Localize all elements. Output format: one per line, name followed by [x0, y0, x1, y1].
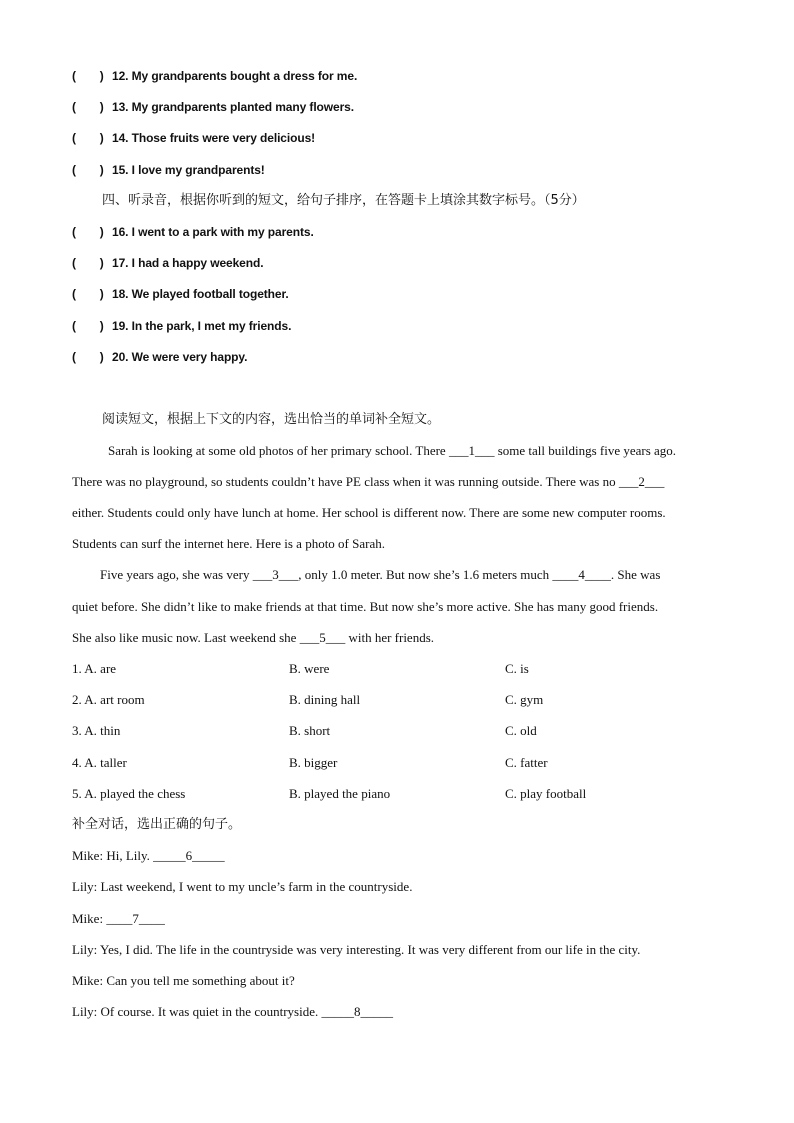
- option-c[interactable]: C. old: [505, 723, 537, 738]
- dialog-line: [72, 879, 412, 895]
- passage-line: quiet before. She didn’t like to make friends at that time. But now she’s more active. She has many good friends.: [72, 599, 659, 614]
- option-a[interactable]: 4. A. taller: [72, 755, 127, 770]
- option-a[interactable]: 1. A. are: [72, 661, 117, 676]
- answer-paren[interactable]: ( ): [72, 319, 104, 333]
- blank-3[interactable]: ___3___: [252, 567, 299, 582]
- passage-text: Five years ago, she was very: [100, 567, 253, 582]
- answer-paren[interactable]: ( ): [72, 100, 104, 114]
- judge-item: [72, 99, 354, 115]
- option-c[interactable]: C. is: [505, 661, 529, 676]
- answer-paren[interactable]: ( ): [72, 69, 104, 83]
- option-c[interactable]: C. fatter: [505, 755, 548, 770]
- answer-paren[interactable]: ( ): [72, 131, 104, 145]
- order-item: [72, 255, 263, 271]
- answer-paren[interactable]: ( ): [72, 256, 104, 270]
- judge-text: 12. My grandparents bought a dress for me.: [112, 69, 358, 83]
- answer-paren[interactable]: ( ): [72, 225, 104, 239]
- passage-line: Students can surf the internet here. Here is a photo of Sarah.: [72, 536, 385, 551]
- reading-title: 阅读短文，根据上下文的内容，选出恰当的单词补全短文。: [102, 412, 441, 427]
- dialog-text: Of course. It was quiet in the countryside.: [97, 1004, 322, 1019]
- dialog-text: Can you tell me something about it?: [103, 973, 295, 988]
- passage-text: . She was: [610, 567, 661, 582]
- speaker: Lily:: [72, 1004, 98, 1019]
- section-4-title: 四、听录音，根据你听到的短文，给句子排序，在答题卡上填涂其数字标号。（5分）: [102, 193, 585, 208]
- blank-4[interactable]: ____4____: [552, 567, 611, 582]
- order-item: [72, 318, 291, 334]
- order-text: 20. We were very happy.: [112, 350, 248, 364]
- dialog-text: Hi, Lily.: [103, 848, 154, 863]
- blank-2[interactable]: ___2___: [618, 474, 665, 489]
- judge-text: 15. I love my grandparents!: [112, 163, 265, 177]
- judge-item: [72, 130, 315, 146]
- answer-paren[interactable]: ( ): [72, 350, 104, 364]
- dialog-line: [72, 973, 295, 989]
- speaker: Mike:: [72, 973, 104, 988]
- order-item: [72, 349, 247, 365]
- passage-text: There was no playground, so students couldn’t have PE class when it was running outside. There was no: [72, 474, 619, 489]
- order-item: [72, 224, 314, 240]
- option-c[interactable]: C. gym: [505, 692, 544, 707]
- passage-text: Sarah is looking at some old photos of her primary school. There: [108, 443, 449, 458]
- answer-paren[interactable]: ( ): [72, 287, 104, 301]
- option-b[interactable]: B. played the piano: [289, 786, 391, 801]
- option-a[interactable]: 2. A. art room: [72, 692, 145, 707]
- speaker: Lily:: [72, 942, 98, 957]
- order-text: 19. In the park, I met my friends.: [112, 319, 292, 333]
- option-b[interactable]: B. were: [289, 661, 330, 676]
- order-text: 17. I had a happy weekend.: [112, 256, 264, 270]
- passage-text: some tall buildings five years ago.: [494, 443, 677, 458]
- blank-8[interactable]: _____8_____: [321, 1004, 393, 1019]
- passage-line: either. Students could only have lunch at home. Her school is different now. There are some new computer rooms.: [72, 505, 666, 520]
- dialog-line: [72, 1004, 393, 1020]
- blank-1[interactable]: ___1___: [448, 443, 495, 458]
- order-text: 18. We played football together.: [112, 287, 289, 301]
- judge-item: [72, 68, 357, 84]
- speaker: Mike:: [72, 911, 104, 926]
- dialog-text: Last weekend, I went to my uncle’s farm in the countryside.: [97, 879, 413, 894]
- order-item: [72, 286, 289, 302]
- option-a[interactable]: 3. A. thin: [72, 723, 121, 738]
- dialog-line: [72, 942, 640, 958]
- passage-line: [72, 630, 434, 646]
- option-a[interactable]: 5. A. played the chess: [72, 786, 186, 801]
- judge-item: [72, 162, 265, 178]
- order-text: 16. I went to a park with my parents.: [112, 225, 314, 239]
- dialog-title: 补全对话，选出正确的句子。: [72, 817, 242, 832]
- blank-6[interactable]: _____6_____: [153, 848, 225, 863]
- judge-text: 13. My grandparents planted many flowers.: [112, 100, 354, 114]
- passage-text: with her friends.: [345, 630, 435, 645]
- dialog-text: Yes, I did. The life in the countryside was very interesting. It was very different from our life in the city.: [97, 942, 641, 957]
- passage-line: [100, 567, 660, 583]
- passage-text: She also like music now. Last weekend she: [72, 630, 300, 645]
- speaker: Lily:: [72, 879, 98, 894]
- passage-line: [72, 474, 664, 490]
- answer-paren[interactable]: ( ): [72, 163, 104, 177]
- blank-5[interactable]: ___5___: [299, 630, 346, 645]
- judge-text: 14. Those fruits were very delicious!: [112, 131, 316, 145]
- passage-text: , only 1.0 meter. But now she’s 1.6 meters much: [298, 567, 553, 582]
- speaker: Mike:: [72, 848, 104, 863]
- option-b[interactable]: B. dining hall: [289, 692, 361, 707]
- passage-line: [108, 443, 676, 459]
- blank-7[interactable]: ____7____: [106, 911, 165, 926]
- dialog-line: [72, 848, 225, 864]
- option-b[interactable]: B. bigger: [289, 755, 338, 770]
- dialog-line: [72, 911, 165, 927]
- option-c[interactable]: C. play football: [505, 786, 587, 801]
- option-b[interactable]: B. short: [289, 723, 331, 738]
